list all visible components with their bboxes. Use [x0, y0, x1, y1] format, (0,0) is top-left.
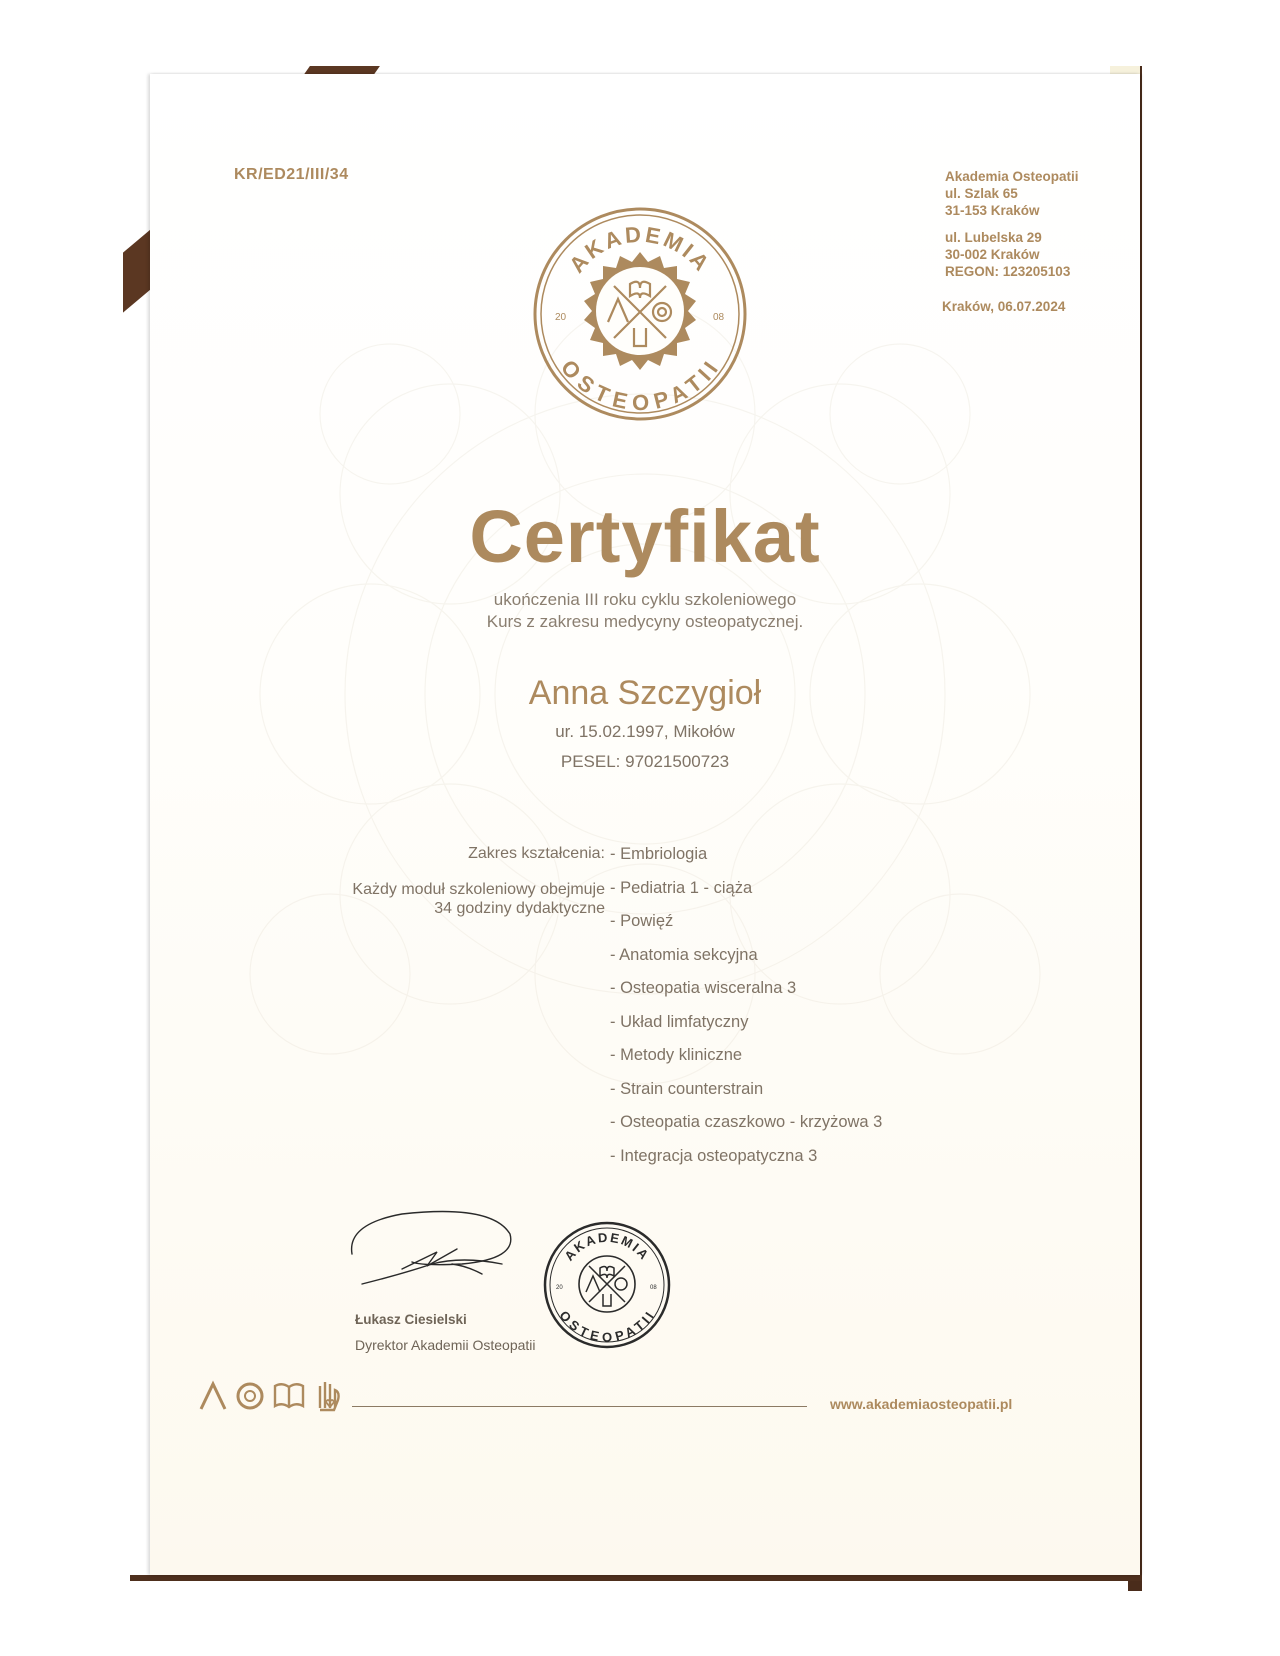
svg-text:AKADEMIA — [561, 1230, 652, 1264]
list-item: - Strain counterstrain — [610, 1079, 764, 1098]
list-item: - Powięź — [610, 912, 674, 930]
certificate-subtitle — [150, 589, 1140, 633]
lambda-icon — [198, 1380, 228, 1412]
stamp-bottom-text: OSTEOPATII — [556, 1307, 658, 1345]
certificate-title: Certyfikat — [469, 495, 821, 578]
stamp-year-left: 20 — [556, 1285, 563, 1291]
academy-stamp — [542, 1220, 672, 1350]
scope-note-line: 34 godziny dydaktyczne — [434, 900, 605, 917]
subtitle-line: Kurs z zakresu medycyny osteopatycznej. — [486, 612, 804, 631]
list-item: - Embriologia — [610, 845, 708, 863]
place-date: Kraków, 06.07.2024 — [942, 299, 1066, 314]
list-item: - Pediatria 1 - ciąża — [610, 878, 753, 897]
address-line: REGON: 123205103 — [945, 264, 1071, 279]
scope-note-line: Każdy moduł szkoleniowy obejmuje — [352, 881, 605, 898]
list-item: - Osteopatia wisceralna 3 — [610, 979, 797, 997]
recipient-name: Anna Szczygioł — [528, 674, 762, 712]
akademia-logo — [530, 204, 750, 424]
list-item: - Integracja osteopatyczna 3 — [610, 1146, 818, 1165]
address-line: Akademia Osteopatii — [945, 169, 1079, 184]
handwritten-signature — [342, 1204, 522, 1294]
website-url: www.akademiaosteopatii.pl — [830, 1396, 1013, 1412]
folder-left-edge — [123, 227, 153, 312]
book-icon — [272, 1380, 306, 1412]
birth-info: ur. 15.02.1997, Mikołów — [555, 722, 735, 741]
stamp-year-right: 08 — [650, 1285, 657, 1291]
list-item: - Osteopatia czaszkowo - krzyżowa 3 — [610, 1113, 883, 1131]
scope-label: Zakres kształcenia: — [468, 845, 605, 862]
address-line: ul. Szlak 65 — [945, 186, 1018, 201]
address-block — [945, 168, 1079, 280]
footer-icon-row — [198, 1376, 342, 1416]
module-list — [610, 845, 882, 1180]
certificate-page — [150, 74, 1140, 1575]
hand-heart-icon — [312, 1378, 342, 1414]
address-line: 31-153 Kraków — [945, 203, 1040, 218]
scope-note — [285, 880, 605, 918]
folder-bottom-edge — [130, 1575, 1142, 1581]
subtitle-line: ukończenia III roku cyklu szkoleniowego — [493, 590, 797, 609]
svg-text:OSTEOPATII — [556, 1308, 657, 1345]
address-line: ul. Lubelska 29 — [945, 230, 1042, 245]
logo-top-text: AKADEMIA — [564, 221, 716, 278]
list-item: - Metody kliniczne — [610, 1046, 743, 1064]
logo-year-left: 20 — [555, 312, 567, 323]
reference-number: KR/ED21/III/34 — [234, 166, 349, 183]
pesel-number: PESEL: 97021500723 — [560, 752, 730, 771]
footer-divider — [352, 1406, 807, 1407]
signer-name: Łukasz Ciesielski — [355, 1312, 467, 1327]
circle-icon — [234, 1380, 266, 1412]
signer-role: Dyrektor Akademii Osteopatii — [355, 1337, 536, 1353]
stamp-top-text: AKADEMIA — [561, 1229, 653, 1264]
list-item: - Układ limfatyczny — [610, 1012, 749, 1031]
list-item: - Anatomia sekcyjna — [610, 945, 758, 964]
address-line: 30-002 Kraków — [945, 247, 1040, 262]
logo-year-right: 08 — [713, 312, 725, 323]
logo-bottom-text: OSTEOPATII — [555, 354, 725, 416]
